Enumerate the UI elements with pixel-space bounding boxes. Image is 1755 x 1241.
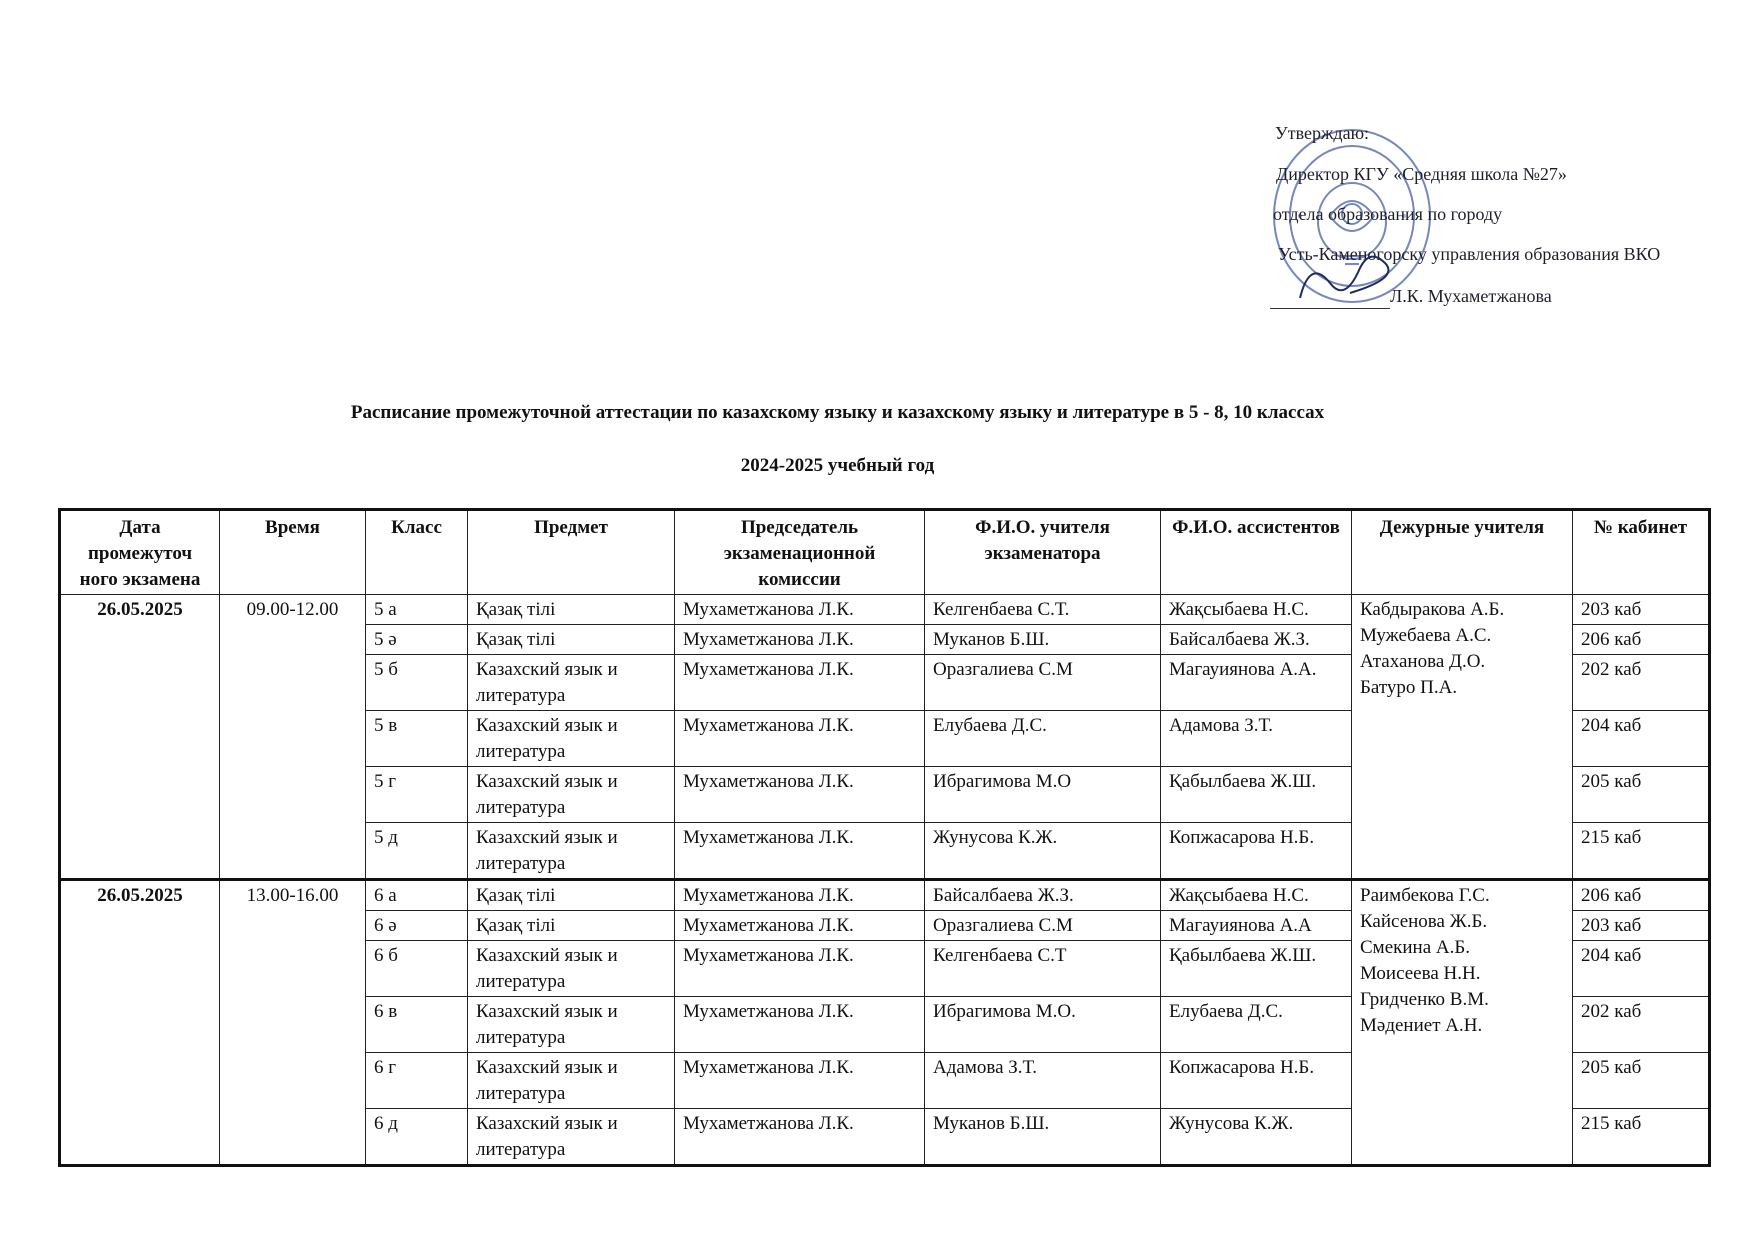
class-cell: 6 д: [366, 1109, 468, 1166]
exam-date-cell: 26.05.2025: [60, 595, 220, 880]
examiner-cell: Келгенбаева С.Т: [925, 941, 1161, 997]
examiner-cell: Жунусова К.Ж.: [925, 823, 1161, 880]
class-cell: 5 д: [366, 823, 468, 880]
examiner-cell: Муканов Б.Ш.: [925, 1109, 1161, 1166]
room-cell: 205 каб: [1573, 767, 1710, 823]
chair-cell: Мухаметжанова Л.К.: [675, 767, 925, 823]
duty-teachers-cell: [1352, 880, 1573, 1166]
subject-cell: Казахский язык и литература: [468, 1109, 675, 1166]
room-cell: 203 каб: [1573, 595, 1710, 625]
room-cell: 215 каб: [1573, 823, 1710, 880]
table-row: [60, 880, 1710, 911]
duty-teacher-name: Моисеева Н.Н.: [1360, 963, 1481, 984]
duty-teacher-name: Атаханова Д.О.: [1360, 651, 1486, 672]
class-cell: 5 в: [366, 711, 468, 767]
room-cell: 215 каб: [1573, 1109, 1710, 1166]
header-date: Дата промежуточ ного экзамена: [60, 510, 220, 595]
chair-cell: Мухаметжанова Л.К.: [675, 625, 925, 655]
class-cell: 6 ә: [366, 911, 468, 941]
chair-cell: Мухаметжанова Л.К.: [675, 997, 925, 1053]
duty-teacher-name: Мәдениет А.Н.: [1360, 1015, 1483, 1036]
examiner-cell: Муканов Б.Ш.: [925, 625, 1161, 655]
subject-cell: Қазақ тілі: [468, 911, 675, 941]
chair-cell: Мухаметжанова Л.К.: [675, 941, 925, 997]
header-class: Класс: [366, 510, 468, 595]
chair-cell: Мухаметжанова Л.К.: [675, 1053, 925, 1109]
header-subject: Предмет: [468, 510, 675, 595]
chair-cell: Мухаметжанова Л.К.: [675, 595, 925, 625]
subject-cell: Казахский язык и литература: [468, 767, 675, 823]
room-cell: 202 каб: [1573, 655, 1710, 711]
subject-cell: Казахский язык и литература: [468, 823, 675, 880]
assistant-cell: Магауиянова А.А: [1161, 911, 1352, 941]
room-cell: 205 каб: [1573, 1053, 1710, 1109]
table-header-row: [60, 510, 1710, 595]
header-examiner: Ф.И.О. учителя экзаменатора: [925, 510, 1161, 595]
duty-teacher-name: Батуро П.А.: [1360, 677, 1458, 698]
chair-cell: Мухаметжанова Л.К.: [675, 823, 925, 880]
subject-cell: Қазақ тілі: [468, 625, 675, 655]
chair-cell: Мухаметжанова Л.К.: [675, 655, 925, 711]
duty-teacher-name: Мужебаева А.С.: [1360, 625, 1492, 646]
class-cell: 5 а: [366, 595, 468, 625]
exam-schedule-table: [58, 508, 1711, 1167]
header-room: № кабинет: [1573, 510, 1710, 595]
examiner-cell: Елубаева Д.С.: [925, 711, 1161, 767]
class-cell: 6 б: [366, 941, 468, 997]
subject-cell: Казахский язык и литература: [468, 711, 675, 767]
document-title: Расписание промежуточной аттестации по казахскому языку и казахскому языку и литературе в 5 - 8, 10 классах: [350, 402, 1325, 423]
exam-time-cell: 13.00-16.00: [220, 880, 366, 1166]
header-time: Время: [220, 510, 366, 595]
assistant-cell: Магауиянова А.А.: [1161, 655, 1352, 711]
room-cell: 204 каб: [1573, 711, 1710, 767]
chair-cell: Мухаметжанова Л.К.: [675, 711, 925, 767]
examiner-cell: Ибрагимова М.О: [925, 767, 1161, 823]
class-cell: 5 б: [366, 655, 468, 711]
academic-year: 2024-2025 учебный год: [740, 455, 935, 476]
assistant-cell: Елубаева Д.С.: [1161, 997, 1352, 1053]
approval-city-text: Усть-Каменогорску управления образования ВКО: [1278, 244, 1661, 264]
subject-cell: Қазақ тілі: [468, 595, 675, 625]
assistant-cell: Копжасарова Н.Б.: [1161, 823, 1352, 880]
exam-date-cell: 26.05.2025: [60, 880, 220, 1166]
chair-cell: Мухаметжанова Л.К.: [675, 1109, 925, 1166]
room-cell: 203 каб: [1573, 911, 1710, 941]
approval-block: [1240, 108, 1720, 378]
assistant-cell: Жақсыбаева Н.С.: [1161, 880, 1352, 911]
header-assistant: Ф.И.О. ассистентов: [1161, 510, 1352, 595]
assistant-cell: Жунусова К.Ж.: [1161, 1109, 1352, 1166]
duty-teacher-name: Раимбекова Г.С.: [1360, 885, 1490, 906]
class-cell: 6 г: [366, 1053, 468, 1109]
room-cell: 202 каб: [1573, 997, 1710, 1053]
class-cell: 6 а: [366, 880, 468, 911]
room-cell: 206 каб: [1573, 625, 1710, 655]
assistant-cell: Жақсыбаева Н.С.: [1161, 595, 1352, 625]
examiner-cell: Адамова З.Т.: [925, 1053, 1161, 1109]
class-cell: 6 в: [366, 997, 468, 1053]
room-cell: 206 каб: [1573, 880, 1710, 911]
assistant-cell: Адамова З.Т.: [1161, 711, 1352, 767]
exam-time-cell: 09.00-12.00: [220, 595, 366, 880]
header-chair: Председатель экзаменационной комиссии: [675, 510, 925, 595]
chair-cell: Мухаметжанова Л.К.: [675, 911, 925, 941]
approval-director-text: Директор КГУ «Средняя школа №27»: [1276, 164, 1567, 184]
subject-cell: Казахский язык и литература: [468, 941, 675, 997]
duty-teachers-cell: [1352, 595, 1573, 880]
subject-cell: Казахский язык и литература: [468, 1053, 675, 1109]
examiner-cell: Ибрагимова М.О.: [925, 997, 1161, 1053]
approval-approve-text: Утверждаю:: [1275, 123, 1370, 143]
examiner-cell: Оразгалиева С.М: [925, 911, 1161, 941]
subject-cell: Казахский язык и литература: [468, 655, 675, 711]
duty-teacher-name: Смекина А.Б.: [1360, 937, 1471, 958]
subject-cell: Казахский язык и литература: [468, 997, 675, 1053]
examiner-cell: Байсалбаева Ж.З.: [925, 880, 1161, 911]
duty-teacher-name: Кабдыракова А.Б.: [1360, 599, 1505, 620]
approval-department-text: отдела образования по городу: [1273, 204, 1503, 224]
header-duty: Дежурные учителя: [1352, 510, 1573, 595]
class-cell: 5 г: [366, 767, 468, 823]
class-cell: 5 ә: [366, 625, 468, 655]
assistant-cell: Қабылбаева Ж.Ш.: [1161, 767, 1352, 823]
table-row: [60, 595, 1710, 625]
duty-teacher-name: Гридченко В.М.: [1360, 989, 1489, 1010]
assistant-cell: Копжасарова Н.Б.: [1161, 1053, 1352, 1109]
approval-director-name: Л.К. Мухаметжанова: [1390, 286, 1552, 306]
subject-cell: Қазақ тілі: [468, 880, 675, 911]
assistant-cell: Байсалбаева Ж.З.: [1161, 625, 1352, 655]
duty-teacher-name: Кайсенова Ж.Б.: [1360, 911, 1488, 932]
examiner-cell: Оразгалиева С.М: [925, 655, 1161, 711]
examiner-cell: Келгенбаева С.Т.: [925, 595, 1161, 625]
chair-cell: Мухаметжанова Л.К.: [675, 880, 925, 911]
assistant-cell: Қабылбаева Ж.Ш.: [1161, 941, 1352, 997]
room-cell: 204 каб: [1573, 941, 1710, 997]
